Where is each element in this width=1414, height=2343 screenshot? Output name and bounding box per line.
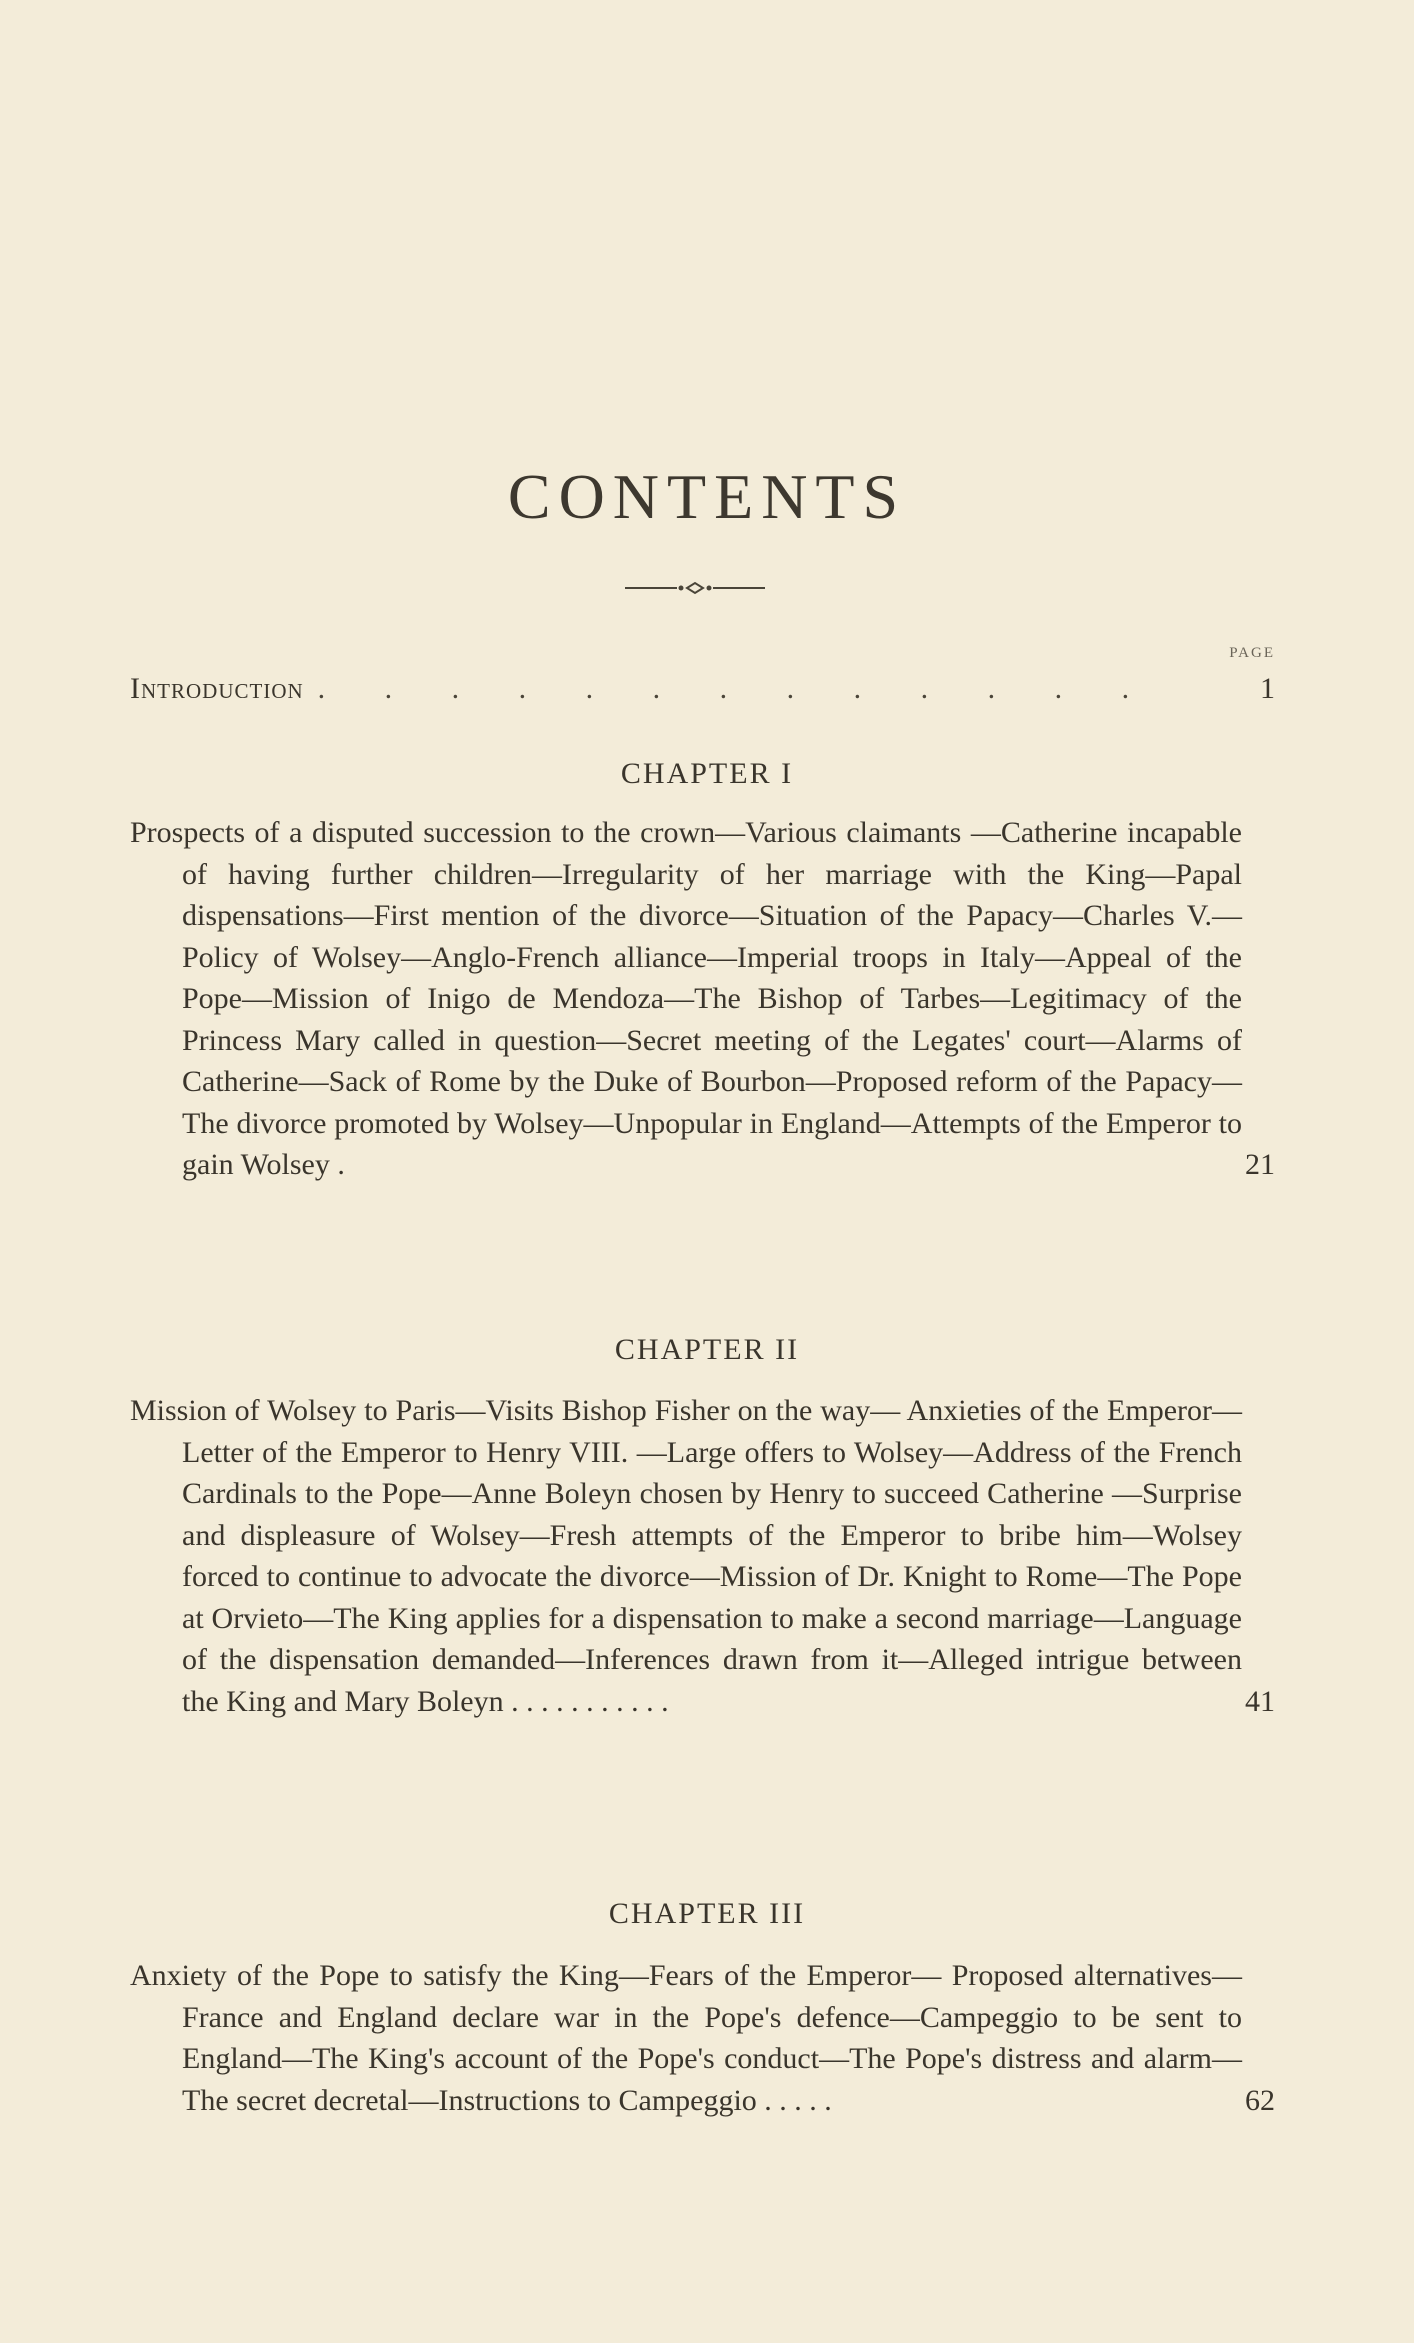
- chapter-summary-text: Mission of Wolsey to Paris—Visits Bishop Fisher on the way— Anxieties of the Emperor—Letter of the Emperor to Henry VIII. —Large offers to Wolsey—Address of the French Cardinals to the Pope—Anne Boleyn chosen by Henry to succeed Catherine —Surprise and displeasure of Wolsey—Fresh attempts of the Emperor to bribe him—Wolsey forced to continue to advocate the divorce—Mission of Dr. Knight to Rome—The Pope at Orvieto—The King applies for a dispensation to make a second marriage—Language of the dispensation demanded—Inferences drawn from it—Alleged intrigue between the King and Mary Boleyn . . . . . . . . . . .: [130, 1394, 1242, 1718]
- ornament-divider: [625, 580, 765, 596]
- chapter-summary-text: Anxiety of the Pope to satisfy the King—Fears of the Emperor— Proposed alternatives—France and England declare war in the Pope's defence—Campeggio to be sent to England—The King's account of the Pope's conduct—The Pope's distress and alarm— The secret decretal—Instructions to Campeggio . . . . .: [130, 1959, 1242, 2117]
- introduction-label: Introduction: [130, 672, 304, 705]
- chapter-summary-3[interactable]: [130, 1955, 1275, 2121]
- page-number: 41: [1245, 1684, 1275, 1718]
- chapter-summary-2[interactable]: [130, 1390, 1275, 1722]
- page-title: CONTENTS: [507, 461, 907, 532]
- chapter-heading-1: CHAPTER I: [620, 757, 794, 790]
- chapter-heading-2: CHAPTER II: [614, 1333, 800, 1366]
- page-column-label: PAGE: [1229, 645, 1275, 661]
- chapter-summary-text: Prospects of a disputed succession to the crown—Various claimants —Catherine incapable of having further children—Irregularity of her marriage with the King—Papal dispensations—First mention of the divorce—Situation of the Papacy—Charles V.— Policy of Wolsey—Anglo-French alliance—Imperial troops in Italy—Appeal of the Pope—Mission of Inigo de Mendoza—The Bishop of Tarbes—Legitimacy of the Princess Mary called in question—Secret meeting of the Legates' court—Alarms of Catherine—Sack of Rome by the Duke of Bourbon—Proposed reform of the Papacy—The divorce promoted by Wolsey—Unpopular in England—Attempts of the Emperor to gain Wolsey .: [130, 816, 1242, 1181]
- page-number: 62: [1245, 2083, 1275, 2117]
- page-number: 1: [1260, 672, 1275, 705]
- toc-entry-introduction[interactable]: [130, 672, 1275, 706]
- chapter-summary-1[interactable]: [130, 812, 1275, 1186]
- page-number: 21: [1245, 1148, 1275, 1181]
- leader-dots: . . . . . . . . . . . . .: [317, 672, 1156, 705]
- chapter-heading-3: CHAPTER III: [608, 1897, 806, 1930]
